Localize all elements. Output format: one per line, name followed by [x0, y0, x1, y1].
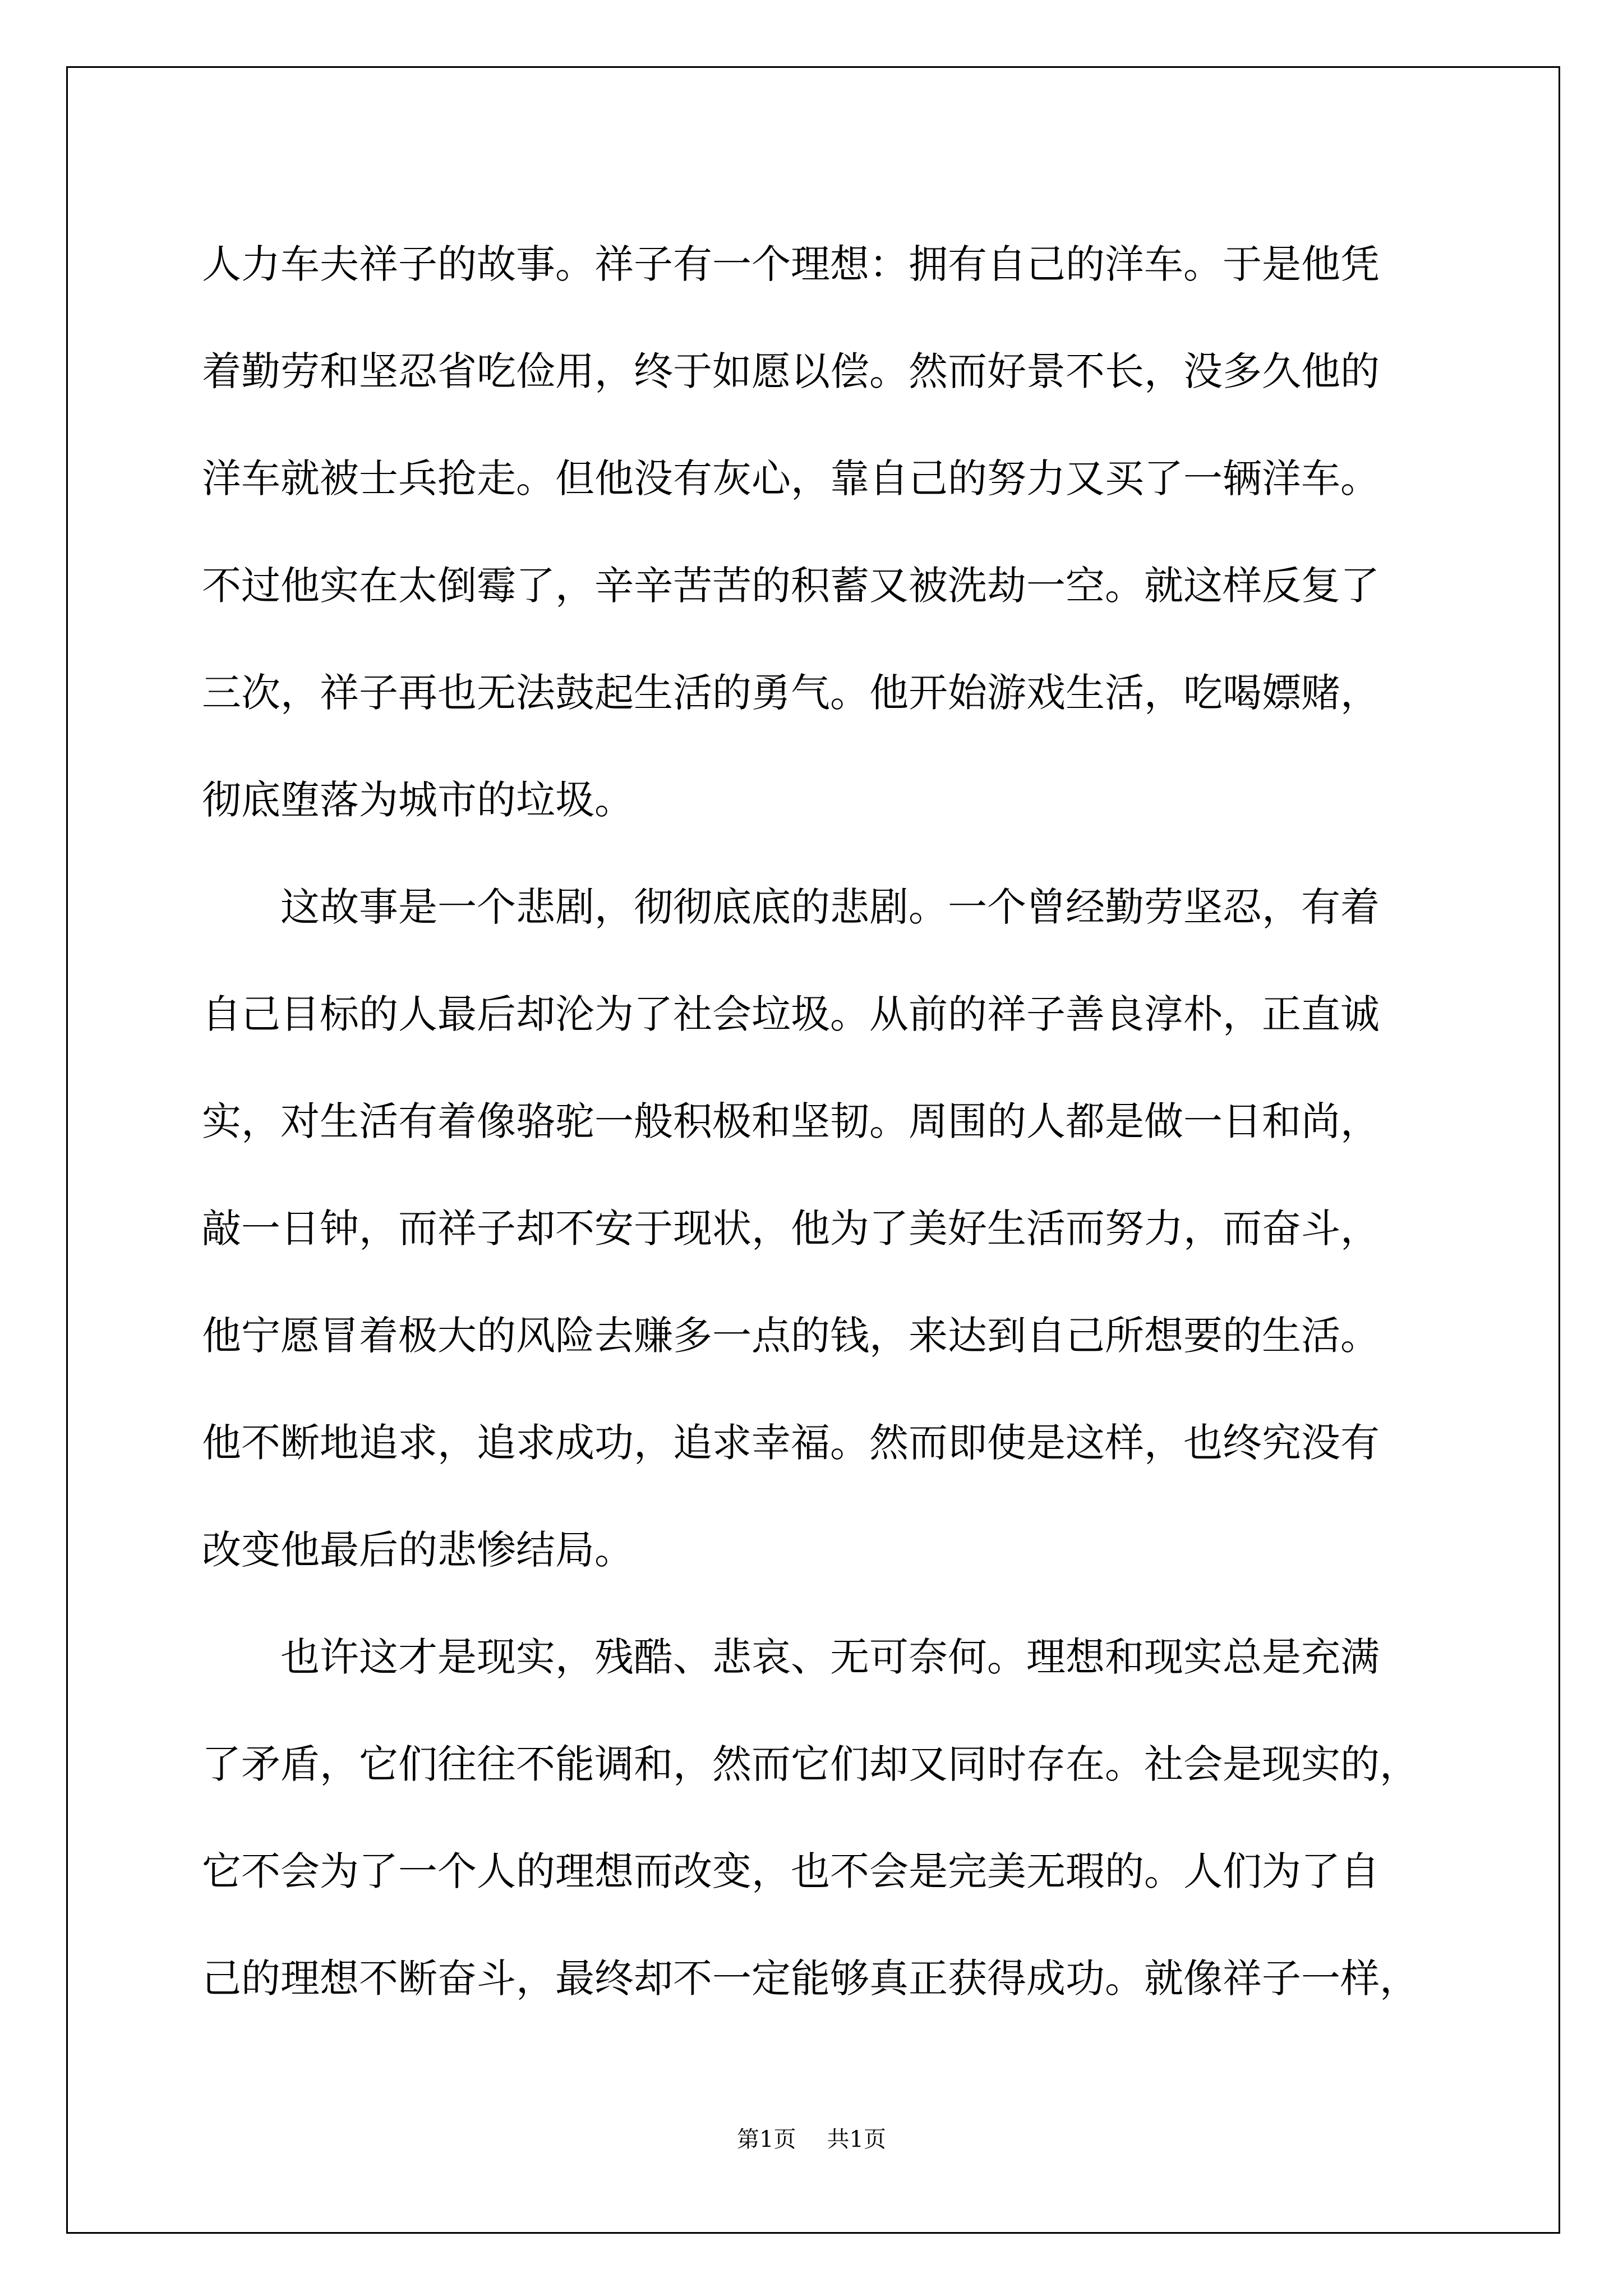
text-line: 彻底堕落为城市的垃圾。	[202, 777, 634, 823]
page-number-current: 第1页	[737, 2127, 796, 2152]
text-line: 洋车就被士兵抢走。但他没有灰心，靠自己的努力又买了一辆洋车。	[202, 455, 1380, 501]
text-line: 三次，祥子再也无法鼓起生活的勇气。他开始游戏生活，吃喝嫖赌，	[202, 670, 1380, 716]
text-line: 这故事是一个悲剧，彻彻底底的悲剧。一个曾经勤劳坚忍，有着	[202, 884, 1380, 930]
page-footer	[0, 2123, 1623, 2156]
page-number-total: 共1页	[827, 2127, 886, 2152]
text-line: 他不断地追求，追求成功，追求幸福。然而即使是这样，也终究没有	[202, 1420, 1380, 1466]
text-line: 不过他实在太倒霉了，辛辛苦苦的积蓄又被洗劫一空。就这样反复了	[202, 563, 1380, 609]
text-line: 了矛盾，它们往往不能调和，然而它们却又同时存在。社会是现实的，	[202, 1741, 1419, 1787]
text-line: 己的理想不断奋斗，最终却不一定能够真正获得成功。就像祥子一样，	[202, 1955, 1419, 2001]
text-line: 他宁愿冒着极大的风险去赚多一点的钱，来达到自己所想要的生活。	[202, 1313, 1380, 1359]
text-line: 敲一日钟，而祥子却不安于现状，他为了美好生活而努力，而奋斗，	[202, 1205, 1380, 1251]
text-line: 改变他最后的悲惨结局。	[202, 1527, 634, 1573]
text-line: 人力车夫祥子的故事。祥子有一个理想：拥有自己的洋车。于是他凭	[202, 241, 1380, 287]
text-line: 实，对生活有着像骆驼一般积极和坚韧。周围的人都是做一日和尚，	[202, 1098, 1380, 1144]
text-line: 着勤劳和坚忍省吃俭用，终于如愿以偿。然而好景不长，没多久他的	[202, 348, 1380, 394]
document-body	[202, 211, 1436, 2032]
text-line: 也许这才是现实，残酷、悲哀、无可奈何。理想和现实总是充满	[202, 1634, 1380, 1680]
text-line: 自己目标的人最后却沦为了社会垃圾。从前的祥子善良淳朴，正直诚	[202, 991, 1380, 1037]
text-line: 它不会为了一个人的理想而改变，也不会是完美无瑕的。人们为了自	[202, 1848, 1380, 1894]
